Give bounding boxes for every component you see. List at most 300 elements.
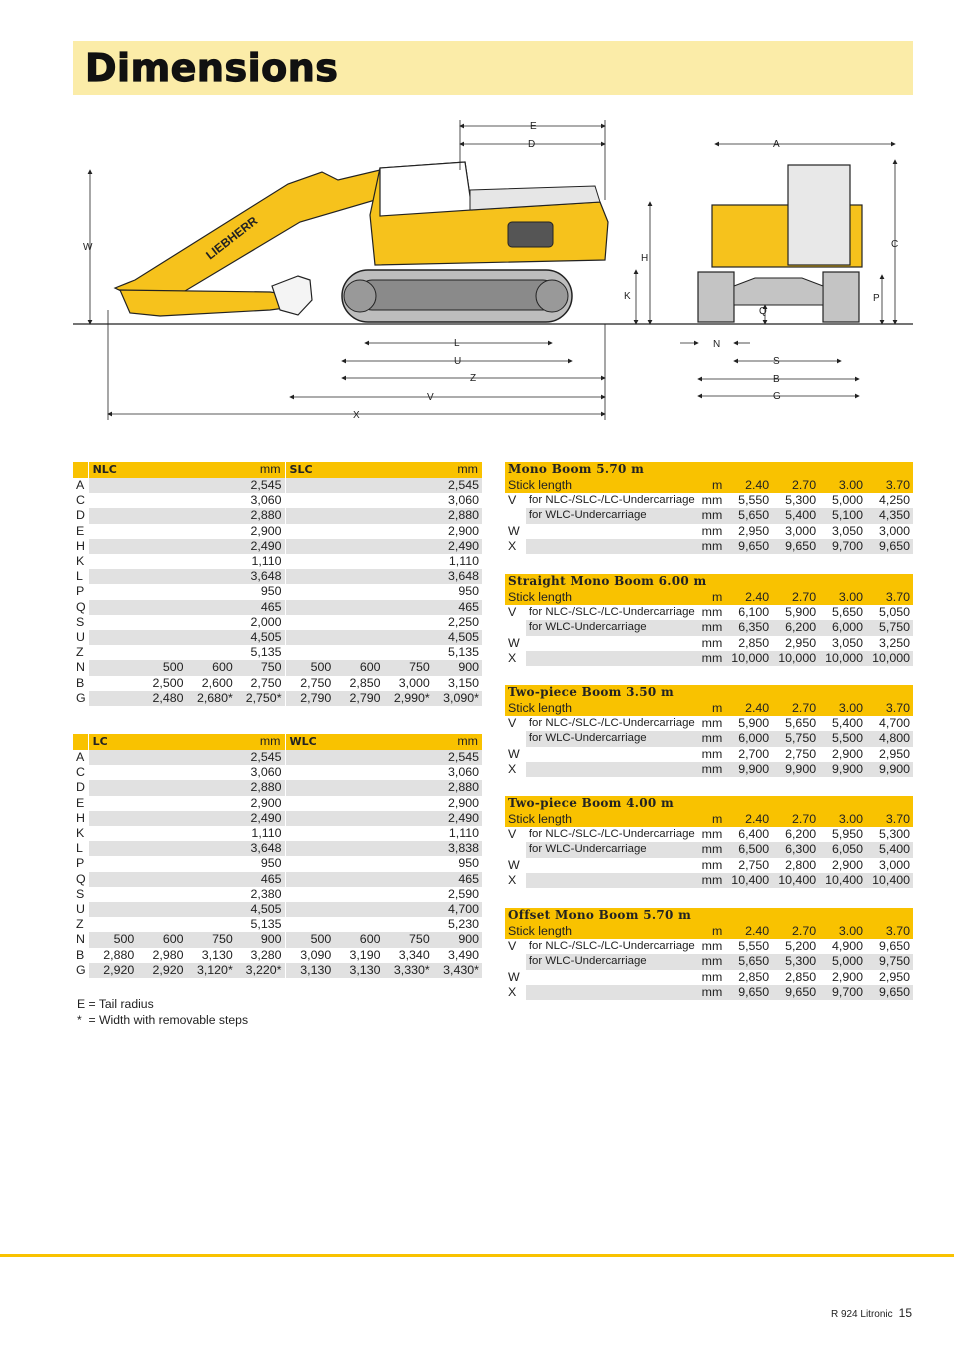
cell-value <box>285 841 334 856</box>
cell-value: 4,350 <box>866 508 913 523</box>
cell-value <box>187 524 236 539</box>
cell-value: 6,200 <box>772 620 819 635</box>
stick-unit: m <box>695 812 726 827</box>
boom-title-row <box>505 908 913 924</box>
cell-value: 9,700 <box>819 539 866 554</box>
cell-value <box>187 539 236 554</box>
row-label: A <box>73 750 88 765</box>
row-unit: mm <box>695 873 726 888</box>
row-description: for WLC-Undercarriage <box>525 842 694 857</box>
cell-value <box>285 478 334 493</box>
cell-value: 2,490 <box>236 811 285 826</box>
cell-value: 3,060 <box>447 493 479 508</box>
cell-value <box>88 508 137 523</box>
row-label: S <box>73 887 88 902</box>
cell-value <box>334 750 383 765</box>
row-unit: mm <box>695 651 726 666</box>
cell-value: 950 <box>458 856 479 871</box>
cell-value <box>384 508 433 523</box>
row-unit: mm <box>701 827 723 842</box>
cell-value: 2,880 <box>433 780 482 795</box>
cell-value <box>334 902 383 917</box>
cell-value: 2,900 <box>447 523 479 538</box>
cell-value <box>334 765 383 780</box>
cell-value <box>285 630 334 645</box>
cell-value: 2,800 <box>785 857 817 872</box>
cell-value: 10,400 <box>819 873 866 888</box>
boom-row <box>505 970 913 985</box>
page-number: 15 <box>898 1306 912 1320</box>
cell-value: 2,750 <box>738 857 770 872</box>
cell-value: 2,900 <box>250 523 282 538</box>
cell-value <box>334 478 383 493</box>
cell-value <box>334 554 383 569</box>
table-row <box>73 856 482 871</box>
boom-table <box>505 908 913 1000</box>
cell-value: 2,950 <box>785 635 817 650</box>
cell-value <box>88 691 137 706</box>
row-label: L <box>73 841 88 856</box>
row-description: for WLC-Undercarriage <box>525 731 694 746</box>
cell-value <box>88 811 137 826</box>
dimension-table <box>73 462 482 706</box>
cell-value <box>285 539 334 554</box>
cell-value <box>383 887 432 902</box>
cell-value <box>137 841 186 856</box>
table-row <box>73 948 482 963</box>
row-description <box>525 539 694 554</box>
cell-value: 6,000 <box>725 731 772 746</box>
cell-value: 5,400 <box>866 842 913 857</box>
row-description <box>525 873 694 888</box>
cell-value: 2,850 <box>738 969 770 984</box>
cell-value: 1,110 <box>448 554 479 569</box>
stick-value: 2.40 <box>725 478 772 493</box>
stick-unit: m <box>695 478 726 493</box>
boom-title-row <box>505 685 913 701</box>
cell-value: 6,000 <box>819 620 866 635</box>
stick-value: 2.40 <box>725 701 772 716</box>
row-unit: mm <box>701 493 723 508</box>
cell-value: 3,490 <box>447 947 479 962</box>
cell-value <box>88 887 137 902</box>
cell-value <box>137 902 186 917</box>
stick-value: 3.00 <box>819 812 866 827</box>
cell-value: 2,380 <box>250 886 282 901</box>
row-label: B <box>73 676 88 691</box>
cell-value <box>285 615 334 630</box>
cell-value <box>88 780 137 795</box>
cell-value: 4,800 <box>866 731 913 746</box>
stick-length-row <box>505 701 913 716</box>
cell-value: 2,920 <box>137 963 186 978</box>
boom-row <box>505 651 913 666</box>
cell-value: 2,750 <box>785 746 817 761</box>
cell-value: 9,650 <box>772 985 819 1000</box>
footnote-text: = Width with removable steps <box>88 1013 249 1027</box>
cell-value: 4,505 <box>236 902 285 917</box>
row-label: K <box>73 826 88 841</box>
cell-value <box>285 872 334 887</box>
header-spacer <box>73 462 88 478</box>
stick-value: 2.70 <box>772 701 819 716</box>
cell-value <box>334 645 383 660</box>
cell-value: 5,100 <box>819 508 866 523</box>
dim-label-g: G <box>773 391 781 402</box>
undercarriage-name: SLC <box>285 462 433 478</box>
boom-table <box>505 796 913 888</box>
cell-value: 10,000 <box>725 651 772 666</box>
cell-value: 3,250 <box>878 635 910 650</box>
cell-value <box>384 554 433 569</box>
row-label: V <box>505 716 525 731</box>
cell-value: 750 <box>187 932 236 947</box>
cell-value: 950 <box>458 584 479 599</box>
cell-value <box>187 584 236 599</box>
cell-value <box>137 600 186 615</box>
stick-value: 3.70 <box>866 478 913 493</box>
cell-value <box>137 750 186 765</box>
cell-value: 2,000 <box>250 614 282 629</box>
cell-value: 5,650 <box>785 716 817 731</box>
row-label: G <box>73 691 88 706</box>
cell-value <box>137 856 186 871</box>
cell-value <box>88 676 137 691</box>
stick-value: 3.00 <box>819 701 866 716</box>
cell-value: 2,680* <box>187 691 236 706</box>
cell-value: 2,750* <box>236 691 285 706</box>
cell-value: 1,110 <box>251 826 282 841</box>
dim-label-c: C <box>891 239 899 250</box>
dim-label-l: L <box>454 338 460 349</box>
dim-label-b: B <box>773 374 780 385</box>
row-description <box>525 970 694 985</box>
dim-label-p: P <box>873 293 880 304</box>
cell-value: 2,880 <box>236 508 285 523</box>
cell-value: 2,590 <box>447 886 479 901</box>
boom-row <box>505 524 913 539</box>
cell-value: 10,400 <box>866 873 913 888</box>
stick-value: 3.00 <box>819 478 866 493</box>
row-label: V <box>505 939 525 954</box>
cell-value <box>383 917 432 932</box>
cell-value: 600 <box>187 660 236 675</box>
cell-value <box>384 645 433 660</box>
cell-value: 9,900 <box>725 762 772 777</box>
cell-value <box>137 539 186 554</box>
cell-value: 9,650 <box>866 539 913 554</box>
cell-value: 2,545 <box>236 478 285 493</box>
cell-value: 5,135 <box>250 917 282 932</box>
cell-value <box>137 645 186 660</box>
cell-value <box>88 600 137 615</box>
cell-value: 600 <box>334 660 383 675</box>
cell-value: 2,790 <box>334 691 383 706</box>
row-description: for NLC-/SLC-/LC-Undercarriage <box>528 828 695 841</box>
row-description: for WLC-Undercarriage <box>525 508 694 523</box>
cell-value <box>334 841 383 856</box>
cell-value <box>334 630 383 645</box>
dimension-table <box>73 734 482 978</box>
cell-value <box>383 796 432 811</box>
cell-value: 2,980 <box>152 947 184 962</box>
cell-value: 3,000 <box>785 523 817 538</box>
cell-value <box>187 917 236 932</box>
cell-value <box>187 841 236 856</box>
cell-value <box>285 584 334 599</box>
table-row <box>73 887 482 902</box>
cell-value: 2,500 <box>152 675 184 690</box>
cell-value <box>285 796 334 811</box>
cell-value: 6,350 <box>725 620 772 635</box>
row-label: K <box>73 554 88 569</box>
row-label: D <box>73 508 88 523</box>
cell-value: 1,110 <box>251 554 282 569</box>
row-unit: mm <box>695 842 726 857</box>
stick-value: 3.70 <box>866 812 913 827</box>
cell-value: 3,000 <box>878 857 910 872</box>
cell-value: 500 <box>88 932 137 947</box>
row-unit: mm <box>701 857 723 872</box>
cell-value: 9,650 <box>878 939 910 954</box>
cell-value: 9,900 <box>866 762 913 777</box>
cell-value <box>334 826 383 841</box>
boom-title-row <box>505 574 913 590</box>
table-row <box>73 765 482 780</box>
row-label: W <box>505 636 525 651</box>
stick-length-row <box>505 812 913 827</box>
cell-value: 3,130 <box>285 963 334 978</box>
cell-value <box>383 872 432 887</box>
table-row <box>73 963 482 978</box>
dim-label-n: N <box>713 339 721 350</box>
cell-value <box>137 478 186 493</box>
cell-value <box>384 478 433 493</box>
stick-value: 2.40 <box>725 590 772 605</box>
stick-unit: m <box>695 924 726 939</box>
side-vent-shape <box>508 222 553 247</box>
cell-value: 3,648 <box>236 841 285 856</box>
cell-value <box>187 811 236 826</box>
cell-value <box>384 493 433 508</box>
dim-label-h: H <box>641 253 649 264</box>
cell-value: 3,060 <box>447 765 479 780</box>
cell-value: 2,900 <box>832 746 864 761</box>
cell-value: 9,650 <box>866 985 913 1000</box>
row-label: V <box>505 493 525 508</box>
cell-value: 500 <box>285 660 334 675</box>
row-unit: mm <box>695 731 726 746</box>
cell-value <box>88 660 137 675</box>
row-label: X <box>505 651 525 666</box>
row-label: H <box>73 539 88 554</box>
cell-value: 2,490 <box>433 811 482 826</box>
cell-value: 2,490 <box>433 539 482 554</box>
row-description <box>525 636 694 651</box>
cell-value <box>187 902 236 917</box>
cell-value: 3,648 <box>236 569 285 584</box>
row-unit: mm <box>701 969 723 984</box>
cell-value: 2,900 <box>447 795 479 810</box>
cell-value: 2,700 <box>738 746 770 761</box>
cell-value <box>334 887 383 902</box>
cell-value <box>383 750 432 765</box>
cell-value: 5,135 <box>447 645 479 660</box>
footnote-tail-radius <box>77 996 248 1012</box>
cell-value: 4,250 <box>878 493 910 508</box>
boom-table <box>505 462 913 554</box>
cell-value: 900 <box>433 932 482 947</box>
row-description <box>525 747 694 762</box>
page-footer <box>831 1306 912 1320</box>
cell-value <box>88 539 137 554</box>
stick-shape <box>120 290 300 316</box>
cell-value: 9,650 <box>772 539 819 554</box>
cell-value: 2,950 <box>738 523 770 538</box>
cell-value: 5,650 <box>725 508 772 523</box>
cell-value <box>88 554 137 569</box>
unit-label: mm <box>236 734 285 750</box>
cell-value: 950 <box>260 584 282 599</box>
cell-value: 4,505 <box>433 630 482 645</box>
cell-value <box>383 780 432 795</box>
cell-value <box>187 872 236 887</box>
drive-sprocket <box>536 280 568 312</box>
cell-value <box>384 584 433 599</box>
cell-value: 3,120* <box>187 963 236 978</box>
cell-value: 2,950 <box>878 969 910 984</box>
cell-value: 3,648 <box>433 569 482 584</box>
undercarriage-name: NLC <box>88 462 236 478</box>
row-label: E <box>73 524 88 539</box>
cell-value <box>285 902 334 917</box>
cell-value: 5,500 <box>819 731 866 746</box>
table-row <box>73 917 482 932</box>
cell-value <box>187 554 236 569</box>
row-label: B <box>73 948 88 963</box>
cell-value: 900 <box>236 932 285 947</box>
cell-value <box>383 765 432 780</box>
row-label: Z <box>73 917 88 932</box>
cell-value <box>137 796 186 811</box>
boom-title: Mono Boom 5.70 m <box>505 462 913 478</box>
cell-value: 3,280 <box>250 947 282 962</box>
cell-value <box>285 524 334 539</box>
boom-table <box>505 574 913 666</box>
cell-value <box>334 584 383 599</box>
cell-value: 9,900 <box>819 762 866 777</box>
cell-value: 9,900 <box>772 762 819 777</box>
cell-value <box>285 780 334 795</box>
stick-value: 3.70 <box>866 924 913 939</box>
stick-length-label: Stick length <box>505 590 695 605</box>
cell-value: 4,900 <box>832 939 864 954</box>
boom-title: Offset Mono Boom 5.70 m <box>505 908 913 924</box>
cell-value: 465 <box>433 600 482 615</box>
drawing-svg <box>60 110 930 440</box>
cell-value <box>88 493 137 508</box>
cell-value: 3,060 <box>250 765 282 780</box>
cell-value: 9,750 <box>866 954 913 969</box>
boom-row <box>505 985 913 1000</box>
dim-label-k: K <box>624 291 631 302</box>
cell-value <box>137 872 186 887</box>
table-header-row <box>73 462 482 478</box>
stick-value: 3.00 <box>819 924 866 939</box>
stick-unit: m <box>695 701 726 716</box>
boom-title: Straight Mono Boom 6.00 m <box>505 574 913 590</box>
cell-value <box>187 600 236 615</box>
cell-value <box>88 902 137 917</box>
cell-value <box>285 493 334 508</box>
cell-value <box>88 645 137 660</box>
table-row <box>73 750 482 765</box>
cell-value: 2,790 <box>285 691 334 706</box>
boom-row <box>505 939 913 954</box>
stick-length-label: Stick length <box>505 924 695 939</box>
row-description: for WLC-Undercarriage <box>525 954 694 969</box>
cell-value <box>88 569 137 584</box>
cell-value: 5,135 <box>250 645 282 660</box>
undercarriage-name: LC <box>88 734 236 750</box>
cell-value: 5,200 <box>785 939 817 954</box>
row-label: C <box>73 493 88 508</box>
boom-row <box>505 493 913 508</box>
cell-value <box>334 524 383 539</box>
row-label <box>505 620 525 635</box>
footnote-removable-steps <box>77 1012 248 1028</box>
cell-value: 2,880 <box>103 947 135 962</box>
row-label: X <box>505 985 525 1000</box>
cell-value: 3,150 <box>447 675 479 690</box>
cell-value: 5,900 <box>738 716 770 731</box>
cell-value <box>137 569 186 584</box>
cell-value: 5,650 <box>725 954 772 969</box>
cell-value <box>285 856 334 871</box>
row-description <box>525 762 694 777</box>
cell-value: 5,000 <box>831 493 863 508</box>
cell-value: 750 <box>384 660 433 675</box>
stick-value: 2.70 <box>772 924 819 939</box>
cell-value <box>384 539 433 554</box>
row-label: N <box>73 932 88 947</box>
table-row <box>73 902 482 917</box>
cell-value: 465 <box>236 600 285 615</box>
row-label: X <box>505 873 525 888</box>
cell-value <box>88 826 137 841</box>
stick-value: 3.70 <box>866 701 913 716</box>
cell-value: 3,000 <box>878 523 910 538</box>
row-label <box>505 842 525 857</box>
cell-value: 5,300 <box>772 954 819 969</box>
table-row <box>73 872 482 887</box>
cell-value: 10,400 <box>772 873 819 888</box>
cell-value <box>187 856 236 871</box>
dim-label-u: U <box>454 356 462 367</box>
row-unit: mm <box>695 620 726 635</box>
cell-value <box>383 841 432 856</box>
table-row <box>73 615 482 630</box>
cell-value <box>187 630 236 645</box>
stick-value: 3.70 <box>866 590 913 605</box>
stick-value: 3.00 <box>819 590 866 605</box>
cell-value <box>137 508 186 523</box>
cell-value: 1,110 <box>448 826 479 841</box>
boom-shape <box>115 170 382 305</box>
cell-value: 3,000 <box>398 675 430 690</box>
cell-value: 2,900 <box>832 857 864 872</box>
cell-value: 5,300 <box>878 827 910 842</box>
